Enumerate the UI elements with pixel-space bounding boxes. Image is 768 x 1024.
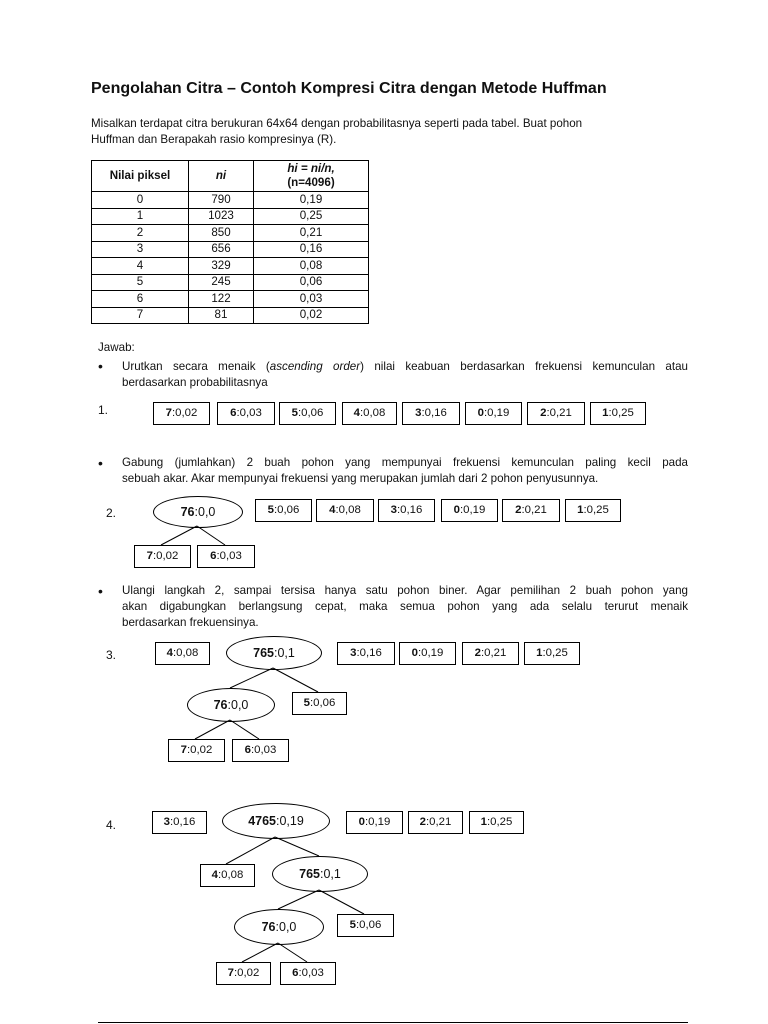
intro-line-2: Huffman dan Berapakah rasio kompresinya (R). xyxy=(91,133,337,146)
tree-root-node: 765:0,1 xyxy=(226,636,322,670)
leaf-box: 6:0,03 xyxy=(197,545,255,568)
connector-line xyxy=(278,890,319,909)
connector-line xyxy=(319,890,364,914)
step-4-label: 4. xyxy=(106,818,117,832)
leaf-box: 6:0,03 xyxy=(280,962,336,985)
node-box: 0:0,19 xyxy=(465,402,522,425)
node-box: 6:0,03 xyxy=(217,402,275,425)
tree-root-node: 76:0,0 xyxy=(153,496,243,528)
node-box: 4:0,08 xyxy=(342,402,397,425)
node-box: 5:0,06 xyxy=(255,499,312,522)
node-box: 4:0,08 xyxy=(155,642,210,665)
connector-line xyxy=(273,668,318,692)
table-row: 4 329 0,08 xyxy=(92,258,369,275)
leaf-box: 6:0,03 xyxy=(232,739,289,762)
node-box: 1:0,25 xyxy=(565,499,621,522)
footer-rule xyxy=(98,1022,688,1023)
node-box: 0:0,19 xyxy=(399,642,456,665)
node-box: 7:0,02 xyxy=(153,402,210,425)
node-box: 3:0,16 xyxy=(402,402,460,425)
connector-line xyxy=(278,943,307,962)
node-box: 0:0,19 xyxy=(346,811,403,834)
node-box: 3:0,16 xyxy=(378,499,435,522)
table-row: 2 850 0,21 xyxy=(92,225,369,242)
node-box: 2:0,21 xyxy=(527,402,585,425)
connector-line xyxy=(230,720,259,739)
leaf-box: 4:0,08 xyxy=(200,864,255,887)
node-box: 3:0,16 xyxy=(152,811,207,834)
node-box: 2:0,21 xyxy=(462,642,519,665)
bullet-2-text: Gabung (jumlahkan) 2 buah pohon yang mempunyai frekuensi kemunculan paling kecil pada sebuah akar. Akar mempunyai frekuensi yang merupakan jumlah dari 2 pohon penyusunnya. xyxy=(122,456,688,485)
subtree-node: 76:0,0 xyxy=(187,688,275,722)
connector-line xyxy=(197,526,225,545)
step-1-label: 1. xyxy=(98,403,109,417)
tree-root-node: 4765:0,19 xyxy=(222,803,330,839)
header-hi: hi = ni/n, (n=4096) xyxy=(254,161,369,192)
bullet-dot: • xyxy=(98,583,103,599)
table-row: 7 81 0,02 xyxy=(92,307,369,324)
leaf-box: 7:0,02 xyxy=(168,739,225,762)
answer-label: Jawab: xyxy=(98,341,135,354)
node-box: 1:0,25 xyxy=(469,811,524,834)
probability-table xyxy=(91,160,369,324)
bullet-dot: • xyxy=(98,455,103,471)
connector-line xyxy=(226,837,275,864)
intro-text xyxy=(91,116,582,148)
leaf-box: 7:0,02 xyxy=(216,962,271,985)
intro-line-1: Misalkan terdapat citra berukuran 64x64 dengan probabilitasnya seperti pada tabel. Buat pohon xyxy=(91,117,583,130)
node-box: 3:0,16 xyxy=(337,642,395,665)
connector-line xyxy=(161,526,197,545)
leaf-box: 5:0,06 xyxy=(292,692,347,715)
table-row: 5 245 0,06 xyxy=(92,274,369,291)
node-box: 5:0,06 xyxy=(279,402,336,425)
page-title: Pengolahan Citra – Contoh Kompresi Citra dengan Metode Huffman xyxy=(91,80,607,97)
connector-line xyxy=(242,943,278,962)
table-row: 3 656 0,16 xyxy=(92,241,369,258)
connector-line xyxy=(230,668,273,688)
subtree-node: 76:0,0 xyxy=(234,909,324,945)
bullet-3-text: Ulangi langkah 2, sampai tersisa hanya satu pohon biner. Agar pemilihan 2 buah pohon yang akan digabungkan berlangsung cepat, maka semua pohon yang ada selalu terurut menaik berdasarkan frekuensinya. xyxy=(122,584,688,629)
step-3-label: 3. xyxy=(106,648,117,662)
leaf-box: 5:0,06 xyxy=(337,914,394,937)
table-row: 6 122 0,03 xyxy=(92,291,369,308)
connector-line xyxy=(275,837,319,856)
bullet-dot: • xyxy=(98,358,103,374)
node-box: 1:0,25 xyxy=(524,642,580,665)
node-box: 2:0,21 xyxy=(502,499,560,522)
step-2-label: 2. xyxy=(106,506,117,520)
header-pixel-value: Nilai piksel xyxy=(92,161,189,192)
table-row: 1 1023 0,25 xyxy=(92,208,369,225)
node-box: 4:0,08 xyxy=(316,499,374,522)
node-box: 1:0,25 xyxy=(590,402,646,425)
table-row: 0 790 0,19 xyxy=(92,192,369,209)
node-box: 2:0,21 xyxy=(408,811,463,834)
subtree-node: 765:0,1 xyxy=(272,856,368,892)
header-ni: ni xyxy=(189,161,254,192)
leaf-box: 7:0,02 xyxy=(134,545,191,568)
connector-line xyxy=(195,720,230,739)
node-box: 0:0,19 xyxy=(441,499,498,522)
bullet-1-text: Urutkan secara menaik (ascending order) nilai keabuan berdasarkan frekuensi kemunculan atau berdasarkan probabilitasnya xyxy=(122,360,688,389)
